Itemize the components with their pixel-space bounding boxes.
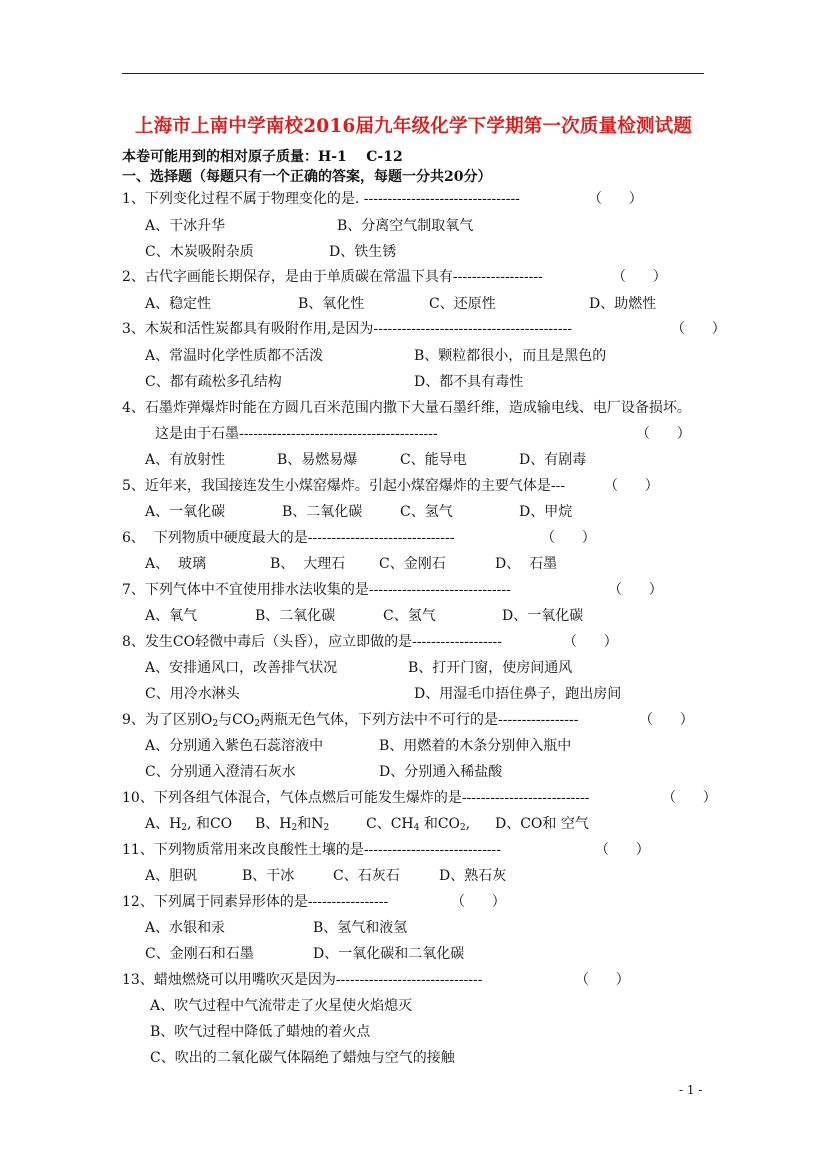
- section-title: 一、选择题（每题只有一个正确的答案，每题一分共20分）: [122, 169, 492, 185]
- question-stem: 2、古代字画能长期保存，是由于单质碳在常温下具有-------------------: [122, 269, 543, 285]
- option: B、用燃着的木条分别伸入瓶中: [379, 738, 572, 754]
- option: A、一氧化碳: [145, 504, 226, 520]
- option: D、一氧化碳和二氧化碳: [313, 946, 465, 962]
- option: C、氢气: [383, 608, 436, 624]
- option: A、常温时化学性质都不活泼: [145, 348, 324, 364]
- option: B、分离空气制取氧气: [337, 218, 474, 234]
- option: A、 玻璃: [145, 556, 207, 572]
- option: A、$H_2$, 和CO: [145, 816, 233, 833]
- option: D、都不具有毒性: [414, 374, 524, 390]
- question-stem: 11、下列物质常用来改良酸性土壤的是-----------------------------: [122, 842, 501, 858]
- option: C、分别通入澄清石灰水: [145, 764, 296, 780]
- question-stem: 6、 下列物质中硬度最大的是-------------------------------: [122, 530, 455, 546]
- option: A、胆矾: [145, 868, 198, 884]
- option: C、用冷水淋头: [145, 686, 240, 702]
- answer-paren: （ ）: [671, 321, 726, 337]
- option: C、吹出的二氧化碳气体隔绝了蜡烛与空气的接触: [150, 1050, 455, 1066]
- page-title: 上海市上南中学南校2016届九年级化学下学期第一次质量检测试题: [134, 116, 693, 137]
- option: A、有放射性: [145, 452, 226, 468]
- question-stem: 4、石墨炸弹爆炸时能在方圆几百米范围内撒下大量石墨纤维，造成输电线、电厂设备损坏。: [122, 400, 691, 416]
- question-stem: 12、下列属于同素异形体的是-----------------: [122, 894, 389, 910]
- option: B、氧化性: [298, 296, 365, 312]
- option: C、都有疏松多孔结构: [145, 374, 282, 390]
- answer-paren: （ ）: [636, 426, 691, 442]
- answer-paren: （ ）: [563, 634, 618, 650]
- option: B、 大理石: [270, 556, 346, 572]
- option: D、用湿毛巾捂住鼻子，跑出房间: [414, 686, 622, 702]
- option: B、打开门窗，使房间通风: [408, 660, 573, 676]
- answer-paren: （ ）: [575, 972, 630, 988]
- option: D、分别通入稀盐酸: [379, 764, 503, 780]
- question-stem: 5、近年来，我国接连发生小煤窑爆炸。引起小煤窑爆炸的主要气体是---: [122, 478, 566, 494]
- option: D、一氧化碳: [502, 608, 584, 624]
- question-stem: 1、下列变化过程不属于物理变化的是. ---------------------------------: [122, 191, 520, 207]
- option: B、二氧化碳: [255, 608, 336, 624]
- answer-paren: （ ）: [604, 478, 659, 494]
- question-stem: 13、蜡烛燃烧可以用嘴吹灭是因为-------------------------------: [122, 972, 483, 988]
- option: B、干冰: [242, 868, 295, 884]
- answer-paren: （ ）: [662, 790, 717, 806]
- option: C、石灰石: [333, 868, 400, 884]
- option: C、$CH_4$ 和$CO_2$,: [366, 816, 471, 833]
- option: A、氧气: [145, 608, 198, 624]
- header-rule: [122, 73, 704, 74]
- option: C、金刚石和石墨: [145, 946, 254, 962]
- option: B、氢气和液氢: [313, 920, 408, 936]
- question-stem: 3、木炭和活性炭都具有吸附作用,是因为------------------------------------------: [122, 321, 573, 337]
- atomic-mass-note: 本卷可能用到的相对原子质量：H-1 C-12: [122, 149, 403, 165]
- answer-paren: （ ）: [639, 712, 694, 728]
- option: D、 石墨: [495, 556, 558, 572]
- option: C、能导电: [400, 452, 467, 468]
- option: B、$H_2$和$N_2$: [255, 816, 330, 833]
- option: D、熟石灰: [439, 868, 507, 884]
- option: D、铁生锈: [329, 244, 397, 260]
- option: C、氢气: [400, 504, 453, 520]
- option: B、颗粒都很小，而且是黑色的: [414, 348, 607, 364]
- option: B、易燃易爆: [277, 452, 358, 468]
- option: D、有剧毒: [519, 452, 587, 468]
- option: C、木炭吸附杂质: [145, 244, 254, 260]
- question-stem: 7、下列气体中不宜使用排水法收集的是------------------------------: [122, 582, 511, 598]
- option: A、干冰升华: [145, 218, 226, 234]
- question-stem: 10、下列各组气体混合，气体点燃后可能发生爆炸的是---------------------------: [122, 790, 590, 806]
- option: B、吹气过程中降低了蜡烛的着火点: [150, 1024, 371, 1040]
- question-stem: 8、发生CO轻微中毒后（头昏），应立即做的是-------------------: [122, 634, 502, 650]
- question-stem-cont: 这是由于石墨------------------------------------------: [155, 426, 438, 442]
- option: C、金刚石: [379, 556, 446, 572]
- option: A、稳定性: [145, 296, 212, 312]
- option: A、安排通风口，改善排气状况: [145, 660, 338, 676]
- option: B、二氧化碳: [282, 504, 363, 520]
- option: C、还原性: [429, 296, 496, 312]
- answer-paren: （ ）: [612, 269, 667, 285]
- option: D、甲烷: [519, 504, 573, 520]
- answer-paren: （ ）: [588, 191, 643, 207]
- option: A、水银和汞: [145, 920, 226, 936]
- answer-paren: （ ）: [595, 842, 650, 858]
- option: D、助燃性: [589, 296, 657, 312]
- answer-paren: （ ）: [451, 894, 506, 910]
- option: D、CO和 空气: [495, 816, 589, 832]
- answer-paren: （ ）: [608, 582, 663, 598]
- page-number: - 1 -: [679, 1083, 703, 1097]
- option: A、分别通入紫色石蕊溶液中: [145, 738, 324, 754]
- answer-paren: （ ）: [541, 530, 596, 546]
- question-stem: 9、为了区别$O_2$与$CO_2$两瓶无色气体，下列方法中不可行的是-----------------: [122, 712, 579, 729]
- option: A、吹气过程中气流带走了火星使火焰熄灭: [150, 998, 413, 1014]
